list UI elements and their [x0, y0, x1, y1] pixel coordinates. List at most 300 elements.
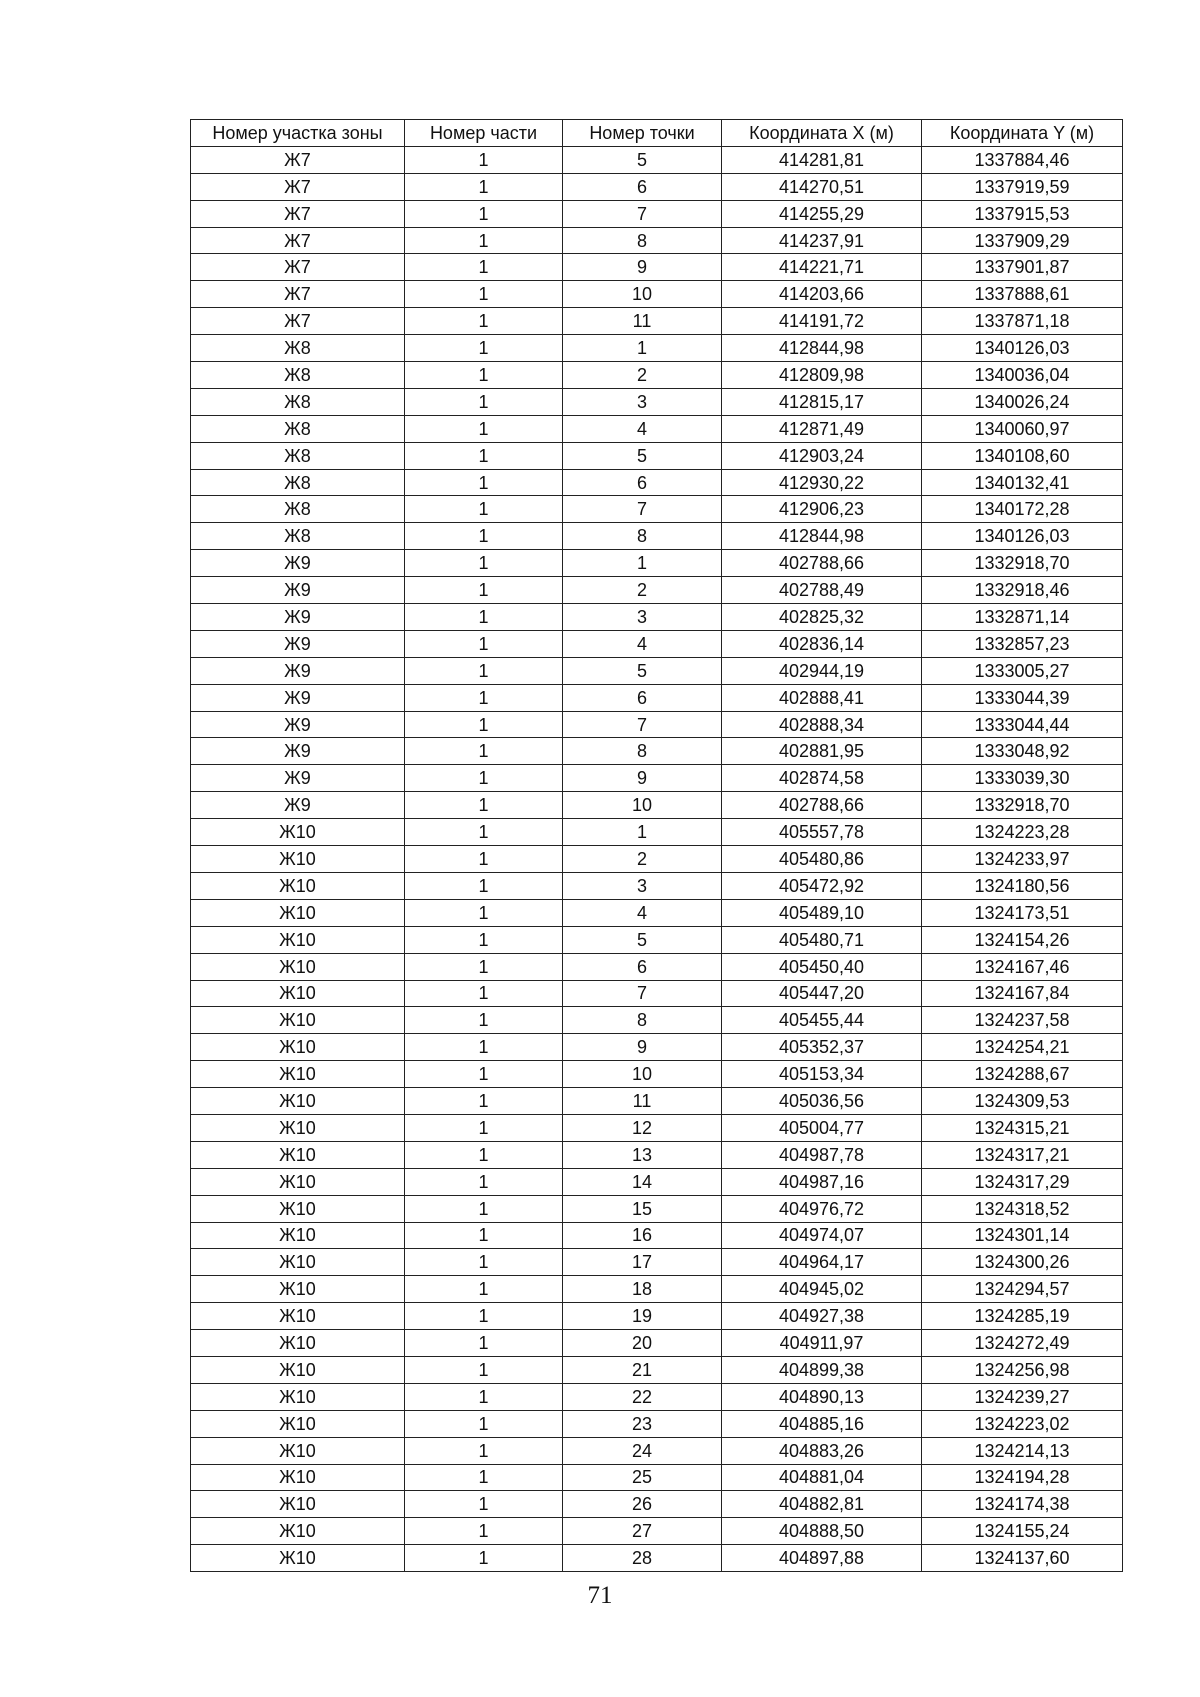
cell-point-number: 17 — [563, 1249, 722, 1276]
cell-coordinate-y: 1324223,02 — [922, 1410, 1123, 1437]
table-row — [191, 657, 1123, 684]
table-row — [191, 1437, 1123, 1464]
cell-coordinate-y: 1324294,57 — [922, 1276, 1123, 1303]
cell-zone-section: Ж8 — [191, 362, 405, 389]
cell-part-number: 1 — [405, 550, 563, 577]
cell-part-number: 1 — [405, 1114, 563, 1141]
cell-coordinate-y: 1337915,53 — [922, 200, 1123, 227]
table-row — [191, 980, 1123, 1007]
cell-coordinate-x: 414203,66 — [722, 281, 922, 308]
header-part-number: Номер части — [405, 120, 563, 147]
cell-coordinate-y: 1340108,60 — [922, 442, 1123, 469]
cell-point-number: 8 — [563, 738, 722, 765]
cell-zone-section: Ж8 — [191, 496, 405, 523]
cell-zone-section: Ж9 — [191, 630, 405, 657]
cell-part-number: 1 — [405, 227, 563, 254]
cell-coordinate-x: 402888,41 — [722, 684, 922, 711]
cell-zone-section: Ж10 — [191, 846, 405, 873]
cell-coordinate-x: 405447,20 — [722, 980, 922, 1007]
cell-coordinate-y: 1324300,26 — [922, 1249, 1123, 1276]
cell-part-number: 1 — [405, 738, 563, 765]
table-row — [191, 415, 1123, 442]
cell-point-number: 8 — [563, 227, 722, 254]
cell-coordinate-y: 1324318,52 — [922, 1195, 1123, 1222]
cell-coordinate-y: 1333044,44 — [922, 711, 1123, 738]
cell-coordinate-x: 404976,72 — [722, 1195, 922, 1222]
cell-point-number: 2 — [563, 362, 722, 389]
cell-coordinate-x: 412930,22 — [722, 469, 922, 496]
cell-point-number: 6 — [563, 173, 722, 200]
cell-coordinate-x: 404911,97 — [722, 1330, 922, 1357]
cell-zone-section: Ж10 — [191, 819, 405, 846]
cell-part-number: 1 — [405, 362, 563, 389]
cell-part-number: 1 — [405, 442, 563, 469]
cell-zone-section: Ж9 — [191, 577, 405, 604]
table-row — [191, 1545, 1123, 1572]
cell-coordinate-x: 414281,81 — [722, 146, 922, 173]
cell-point-number: 5 — [563, 146, 722, 173]
cell-coordinate-x: 402944,19 — [722, 657, 922, 684]
table-header-row — [191, 120, 1123, 147]
header-coordinate-x: Координата X (м) — [722, 120, 922, 147]
cell-point-number: 3 — [563, 388, 722, 415]
table-row — [191, 173, 1123, 200]
cell-point-number: 14 — [563, 1168, 722, 1195]
cell-coordinate-y: 1324288,67 — [922, 1061, 1123, 1088]
cell-point-number: 18 — [563, 1276, 722, 1303]
cell-point-number: 4 — [563, 630, 722, 657]
cell-coordinate-y: 1333044,39 — [922, 684, 1123, 711]
cell-point-number: 7 — [563, 980, 722, 1007]
table-row — [191, 926, 1123, 953]
cell-coordinate-x: 405450,40 — [722, 953, 922, 980]
cell-part-number: 1 — [405, 200, 563, 227]
cell-zone-section: Ж9 — [191, 604, 405, 631]
cell-part-number: 1 — [405, 980, 563, 1007]
cell-point-number: 7 — [563, 496, 722, 523]
cell-coordinate-x: 412844,98 — [722, 523, 922, 550]
cell-coordinate-y: 1332918,46 — [922, 577, 1123, 604]
cell-coordinate-x: 404888,50 — [722, 1518, 922, 1545]
cell-point-number: 27 — [563, 1518, 722, 1545]
cell-zone-section: Ж10 — [191, 1437, 405, 1464]
table-row — [191, 792, 1123, 819]
cell-coordinate-x: 412871,49 — [722, 415, 922, 442]
table-row — [191, 227, 1123, 254]
cell-part-number: 1 — [405, 1007, 563, 1034]
cell-part-number: 1 — [405, 1437, 563, 1464]
cell-coordinate-x: 402788,66 — [722, 792, 922, 819]
table-row — [191, 765, 1123, 792]
table-row — [191, 1088, 1123, 1115]
table-row — [191, 1383, 1123, 1410]
table-row — [191, 469, 1123, 496]
cell-part-number: 1 — [405, 1356, 563, 1383]
cell-coordinate-x: 404964,17 — [722, 1249, 922, 1276]
cell-coordinate-x: 402825,32 — [722, 604, 922, 631]
cell-zone-section: Ж10 — [191, 953, 405, 980]
cell-coordinate-y: 1332857,23 — [922, 630, 1123, 657]
cell-coordinate-y: 1340132,41 — [922, 469, 1123, 496]
cell-zone-section: Ж10 — [191, 1034, 405, 1061]
cell-point-number: 7 — [563, 711, 722, 738]
table-row — [191, 1518, 1123, 1545]
cell-point-number: 19 — [563, 1303, 722, 1330]
cell-coordinate-x: 412906,23 — [722, 496, 922, 523]
cell-part-number: 1 — [405, 1249, 563, 1276]
cell-coordinate-y: 1324223,28 — [922, 819, 1123, 846]
cell-coordinate-x: 404890,13 — [722, 1383, 922, 1410]
table-row — [191, 1330, 1123, 1357]
cell-zone-section: Ж10 — [191, 1007, 405, 1034]
cell-coordinate-x: 402788,66 — [722, 550, 922, 577]
cell-part-number: 1 — [405, 1222, 563, 1249]
cell-zone-section: Ж10 — [191, 1383, 405, 1410]
table-row — [191, 1114, 1123, 1141]
cell-point-number: 6 — [563, 684, 722, 711]
cell-coordinate-x: 404883,26 — [722, 1437, 922, 1464]
cell-point-number: 4 — [563, 415, 722, 442]
cell-coordinate-x: 405557,78 — [722, 819, 922, 846]
cell-zone-section: Ж8 — [191, 523, 405, 550]
cell-part-number: 1 — [405, 1195, 563, 1222]
cell-coordinate-y: 1337888,61 — [922, 281, 1123, 308]
cell-part-number: 1 — [405, 1464, 563, 1491]
cell-point-number: 5 — [563, 926, 722, 953]
cell-zone-section: Ж9 — [191, 657, 405, 684]
cell-coordinate-x: 414237,91 — [722, 227, 922, 254]
cell-coordinate-y: 1324315,21 — [922, 1114, 1123, 1141]
cell-coordinate-y: 1324301,14 — [922, 1222, 1123, 1249]
cell-part-number: 1 — [405, 765, 563, 792]
cell-coordinate-x: 404899,38 — [722, 1356, 922, 1383]
cell-zone-section: Ж10 — [191, 1518, 405, 1545]
cell-coordinate-y: 1324154,26 — [922, 926, 1123, 953]
cell-point-number: 20 — [563, 1330, 722, 1357]
cell-point-number: 6 — [563, 953, 722, 980]
table-row — [191, 819, 1123, 846]
cell-zone-section: Ж10 — [191, 899, 405, 926]
cell-point-number: 11 — [563, 308, 722, 335]
cell-part-number: 1 — [405, 604, 563, 631]
cell-zone-section: Ж9 — [191, 738, 405, 765]
cell-zone-section: Ж10 — [191, 1222, 405, 1249]
cell-coordinate-y: 1324317,21 — [922, 1141, 1123, 1168]
cell-part-number: 1 — [405, 684, 563, 711]
cell-point-number: 3 — [563, 872, 722, 899]
cell-coordinate-y: 1333005,27 — [922, 657, 1123, 684]
cell-coordinate-y: 1340036,04 — [922, 362, 1123, 389]
cell-part-number: 1 — [405, 308, 563, 335]
cell-zone-section: Ж10 — [191, 1464, 405, 1491]
cell-point-number: 10 — [563, 1061, 722, 1088]
cell-zone-section: Ж7 — [191, 254, 405, 281]
table-row — [191, 738, 1123, 765]
cell-zone-section: Ж10 — [191, 926, 405, 953]
cell-coordinate-y: 1340126,03 — [922, 523, 1123, 550]
cell-point-number: 21 — [563, 1356, 722, 1383]
table-row — [191, 523, 1123, 550]
cell-coordinate-y: 1324194,28 — [922, 1464, 1123, 1491]
table-row — [191, 254, 1123, 281]
cell-coordinate-x: 414270,51 — [722, 173, 922, 200]
cell-part-number: 1 — [405, 523, 563, 550]
cell-coordinate-y: 1324173,51 — [922, 899, 1123, 926]
cell-part-number: 1 — [405, 469, 563, 496]
cell-point-number: 2 — [563, 846, 722, 873]
header-coordinate-y: Координата Y (м) — [922, 120, 1123, 147]
cell-zone-section: Ж9 — [191, 684, 405, 711]
cell-coordinate-x: 402788,49 — [722, 577, 922, 604]
cell-part-number: 1 — [405, 711, 563, 738]
table-row — [191, 1222, 1123, 1249]
cell-zone-section: Ж10 — [191, 1545, 405, 1572]
table-row — [191, 1491, 1123, 1518]
cell-coordinate-y: 1324239,27 — [922, 1383, 1123, 1410]
table-row — [191, 442, 1123, 469]
cell-zone-section: Ж7 — [191, 173, 405, 200]
cell-coordinate-x: 404882,81 — [722, 1491, 922, 1518]
cell-coordinate-x: 402888,34 — [722, 711, 922, 738]
table-row — [191, 146, 1123, 173]
table-row — [191, 335, 1123, 362]
cell-part-number: 1 — [405, 846, 563, 873]
cell-coordinate-x: 405480,86 — [722, 846, 922, 873]
cell-part-number: 1 — [405, 1491, 563, 1518]
table-row — [191, 1007, 1123, 1034]
cell-coordinate-x: 405480,71 — [722, 926, 922, 953]
cell-point-number: 5 — [563, 657, 722, 684]
cell-point-number: 9 — [563, 1034, 722, 1061]
cell-part-number: 1 — [405, 630, 563, 657]
cell-coordinate-x: 404987,78 — [722, 1141, 922, 1168]
cell-point-number: 13 — [563, 1141, 722, 1168]
cell-point-number: 5 — [563, 442, 722, 469]
cell-point-number: 23 — [563, 1410, 722, 1437]
cell-coordinate-x: 405153,34 — [722, 1061, 922, 1088]
cell-zone-section: Ж9 — [191, 792, 405, 819]
cell-zone-section: Ж10 — [191, 1195, 405, 1222]
cell-coordinate-x: 404987,16 — [722, 1168, 922, 1195]
header-zone-section-number: Номер участка зоны — [191, 120, 405, 147]
cell-coordinate-x: 404897,88 — [722, 1545, 922, 1572]
table-row — [191, 1061, 1123, 1088]
table-row — [191, 1464, 1123, 1491]
table-row — [191, 200, 1123, 227]
table-row — [191, 1168, 1123, 1195]
cell-coordinate-y: 1324167,46 — [922, 953, 1123, 980]
table-row — [191, 846, 1123, 873]
cell-coordinate-y: 1324309,53 — [922, 1088, 1123, 1115]
cell-coordinate-x: 412815,17 — [722, 388, 922, 415]
cell-coordinate-y: 1337919,59 — [922, 173, 1123, 200]
table-row — [191, 362, 1123, 389]
table-row — [191, 1195, 1123, 1222]
header-point-number: Номер точки — [563, 120, 722, 147]
cell-coordinate-y: 1324317,29 — [922, 1168, 1123, 1195]
cell-coordinate-x: 412809,98 — [722, 362, 922, 389]
cell-coordinate-x: 402874,58 — [722, 765, 922, 792]
cell-coordinate-x: 404885,16 — [722, 1410, 922, 1437]
cell-zone-section: Ж10 — [191, 1330, 405, 1357]
table-row — [191, 604, 1123, 631]
cell-point-number: 10 — [563, 792, 722, 819]
page-number: 71 — [587, 1582, 613, 1609]
cell-part-number: 1 — [405, 1410, 563, 1437]
cell-part-number: 1 — [405, 819, 563, 846]
table-row — [191, 1356, 1123, 1383]
cell-coordinate-y: 1337909,29 — [922, 227, 1123, 254]
cell-coordinate-x: 404881,04 — [722, 1464, 922, 1491]
table-body — [191, 146, 1123, 1571]
cell-zone-section: Ж10 — [191, 1114, 405, 1141]
cell-zone-section: Ж10 — [191, 980, 405, 1007]
cell-zone-section: Ж8 — [191, 469, 405, 496]
cell-coordinate-y: 1333048,92 — [922, 738, 1123, 765]
cell-part-number: 1 — [405, 792, 563, 819]
table-row — [191, 496, 1123, 523]
cell-part-number: 1 — [405, 1088, 563, 1115]
cell-coordinate-x: 405455,44 — [722, 1007, 922, 1034]
cell-part-number: 1 — [405, 1034, 563, 1061]
cell-part-number: 1 — [405, 1061, 563, 1088]
cell-coordinate-y: 1324254,21 — [922, 1034, 1123, 1061]
cell-coordinate-y: 1340126,03 — [922, 335, 1123, 362]
cell-part-number: 1 — [405, 872, 563, 899]
cell-zone-section: Ж7 — [191, 200, 405, 227]
cell-part-number: 1 — [405, 173, 563, 200]
table-row — [191, 1410, 1123, 1437]
cell-zone-section: Ж10 — [191, 1141, 405, 1168]
cell-part-number: 1 — [405, 254, 563, 281]
cell-point-number: 6 — [563, 469, 722, 496]
cell-zone-section: Ж10 — [191, 1303, 405, 1330]
cell-coordinate-y: 1324167,84 — [922, 980, 1123, 1007]
cell-point-number: 1 — [563, 335, 722, 362]
cell-point-number: 9 — [563, 765, 722, 792]
cell-point-number: 9 — [563, 254, 722, 281]
cell-point-number: 7 — [563, 200, 722, 227]
cell-part-number: 1 — [405, 335, 563, 362]
cell-coordinate-x: 405352,37 — [722, 1034, 922, 1061]
table-row — [191, 684, 1123, 711]
cell-zone-section: Ж10 — [191, 1061, 405, 1088]
cell-coordinate-y: 1324256,98 — [922, 1356, 1123, 1383]
coordinates-table — [190, 119, 1123, 1572]
cell-zone-section: Ж10 — [191, 1410, 405, 1437]
cell-point-number: 22 — [563, 1383, 722, 1410]
cell-point-number: 28 — [563, 1545, 722, 1572]
cell-point-number: 24 — [563, 1437, 722, 1464]
cell-zone-section: Ж8 — [191, 442, 405, 469]
cell-coordinate-y: 1337871,18 — [922, 308, 1123, 335]
cell-coordinate-y: 1324155,24 — [922, 1518, 1123, 1545]
cell-zone-section: Ж9 — [191, 711, 405, 738]
cell-coordinate-x: 414221,71 — [722, 254, 922, 281]
cell-part-number: 1 — [405, 415, 563, 442]
cell-point-number: 16 — [563, 1222, 722, 1249]
table-row — [191, 281, 1123, 308]
cell-point-number: 1 — [563, 550, 722, 577]
table-row — [191, 308, 1123, 335]
cell-coordinate-y: 1324233,97 — [922, 846, 1123, 873]
table-row — [191, 388, 1123, 415]
cell-zone-section: Ж7 — [191, 227, 405, 254]
cell-coordinate-y: 1337884,46 — [922, 146, 1123, 173]
cell-coordinate-y: 1324180,56 — [922, 872, 1123, 899]
cell-part-number: 1 — [405, 899, 563, 926]
cell-point-number: 8 — [563, 523, 722, 550]
cell-part-number: 1 — [405, 926, 563, 953]
table-row — [191, 1249, 1123, 1276]
table-row — [191, 1303, 1123, 1330]
cell-coordinate-x: 402836,14 — [722, 630, 922, 657]
cell-coordinate-y: 1332918,70 — [922, 792, 1123, 819]
cell-coordinate-x: 414191,72 — [722, 308, 922, 335]
cell-coordinate-x: 404974,07 — [722, 1222, 922, 1249]
cell-point-number: 3 — [563, 604, 722, 631]
table-row — [191, 1034, 1123, 1061]
cell-coordinate-y: 1324137,60 — [922, 1545, 1123, 1572]
cell-part-number: 1 — [405, 281, 563, 308]
table-row — [191, 953, 1123, 980]
cell-zone-section: Ж10 — [191, 1088, 405, 1115]
cell-part-number: 1 — [405, 1276, 563, 1303]
cell-part-number: 1 — [405, 388, 563, 415]
cell-coordinate-y: 1340026,24 — [922, 388, 1123, 415]
cell-zone-section: Ж7 — [191, 308, 405, 335]
cell-zone-section: Ж10 — [191, 1356, 405, 1383]
cell-part-number: 1 — [405, 1168, 563, 1195]
cell-part-number: 1 — [405, 1518, 563, 1545]
cell-point-number: 2 — [563, 577, 722, 604]
cell-coordinate-x: 404927,38 — [722, 1303, 922, 1330]
cell-part-number: 1 — [405, 1383, 563, 1410]
cell-coordinate-x: 405472,92 — [722, 872, 922, 899]
cell-part-number: 1 — [405, 1303, 563, 1330]
cell-coordinate-y: 1332918,70 — [922, 550, 1123, 577]
cell-zone-section: Ж10 — [191, 1491, 405, 1518]
cell-point-number: 4 — [563, 899, 722, 926]
cell-coordinate-x: 405036,56 — [722, 1088, 922, 1115]
cell-coordinate-y: 1324214,13 — [922, 1437, 1123, 1464]
cell-coordinate-y: 1324272,49 — [922, 1330, 1123, 1357]
cell-part-number: 1 — [405, 657, 563, 684]
cell-zone-section: Ж10 — [191, 1276, 405, 1303]
cell-part-number: 1 — [405, 1141, 563, 1168]
table-row — [191, 630, 1123, 657]
cell-zone-section: Ж10 — [191, 872, 405, 899]
cell-point-number: 8 — [563, 1007, 722, 1034]
cell-coordinate-x: 405004,77 — [722, 1114, 922, 1141]
cell-point-number: 10 — [563, 281, 722, 308]
cell-zone-section: Ж10 — [191, 1249, 405, 1276]
cell-zone-section: Ж8 — [191, 415, 405, 442]
cell-point-number: 1 — [563, 819, 722, 846]
cell-zone-section: Ж10 — [191, 1168, 405, 1195]
cell-point-number: 25 — [563, 1464, 722, 1491]
cell-zone-section: Ж9 — [191, 550, 405, 577]
table-row — [191, 1141, 1123, 1168]
cell-coordinate-y: 1324174,38 — [922, 1491, 1123, 1518]
cell-coordinate-y: 1324237,58 — [922, 1007, 1123, 1034]
cell-coordinate-x: 402881,95 — [722, 738, 922, 765]
cell-coordinate-y: 1332871,14 — [922, 604, 1123, 631]
cell-coordinate-y: 1337901,87 — [922, 254, 1123, 281]
table-row — [191, 872, 1123, 899]
cell-part-number: 1 — [405, 577, 563, 604]
cell-part-number: 1 — [405, 1330, 563, 1357]
